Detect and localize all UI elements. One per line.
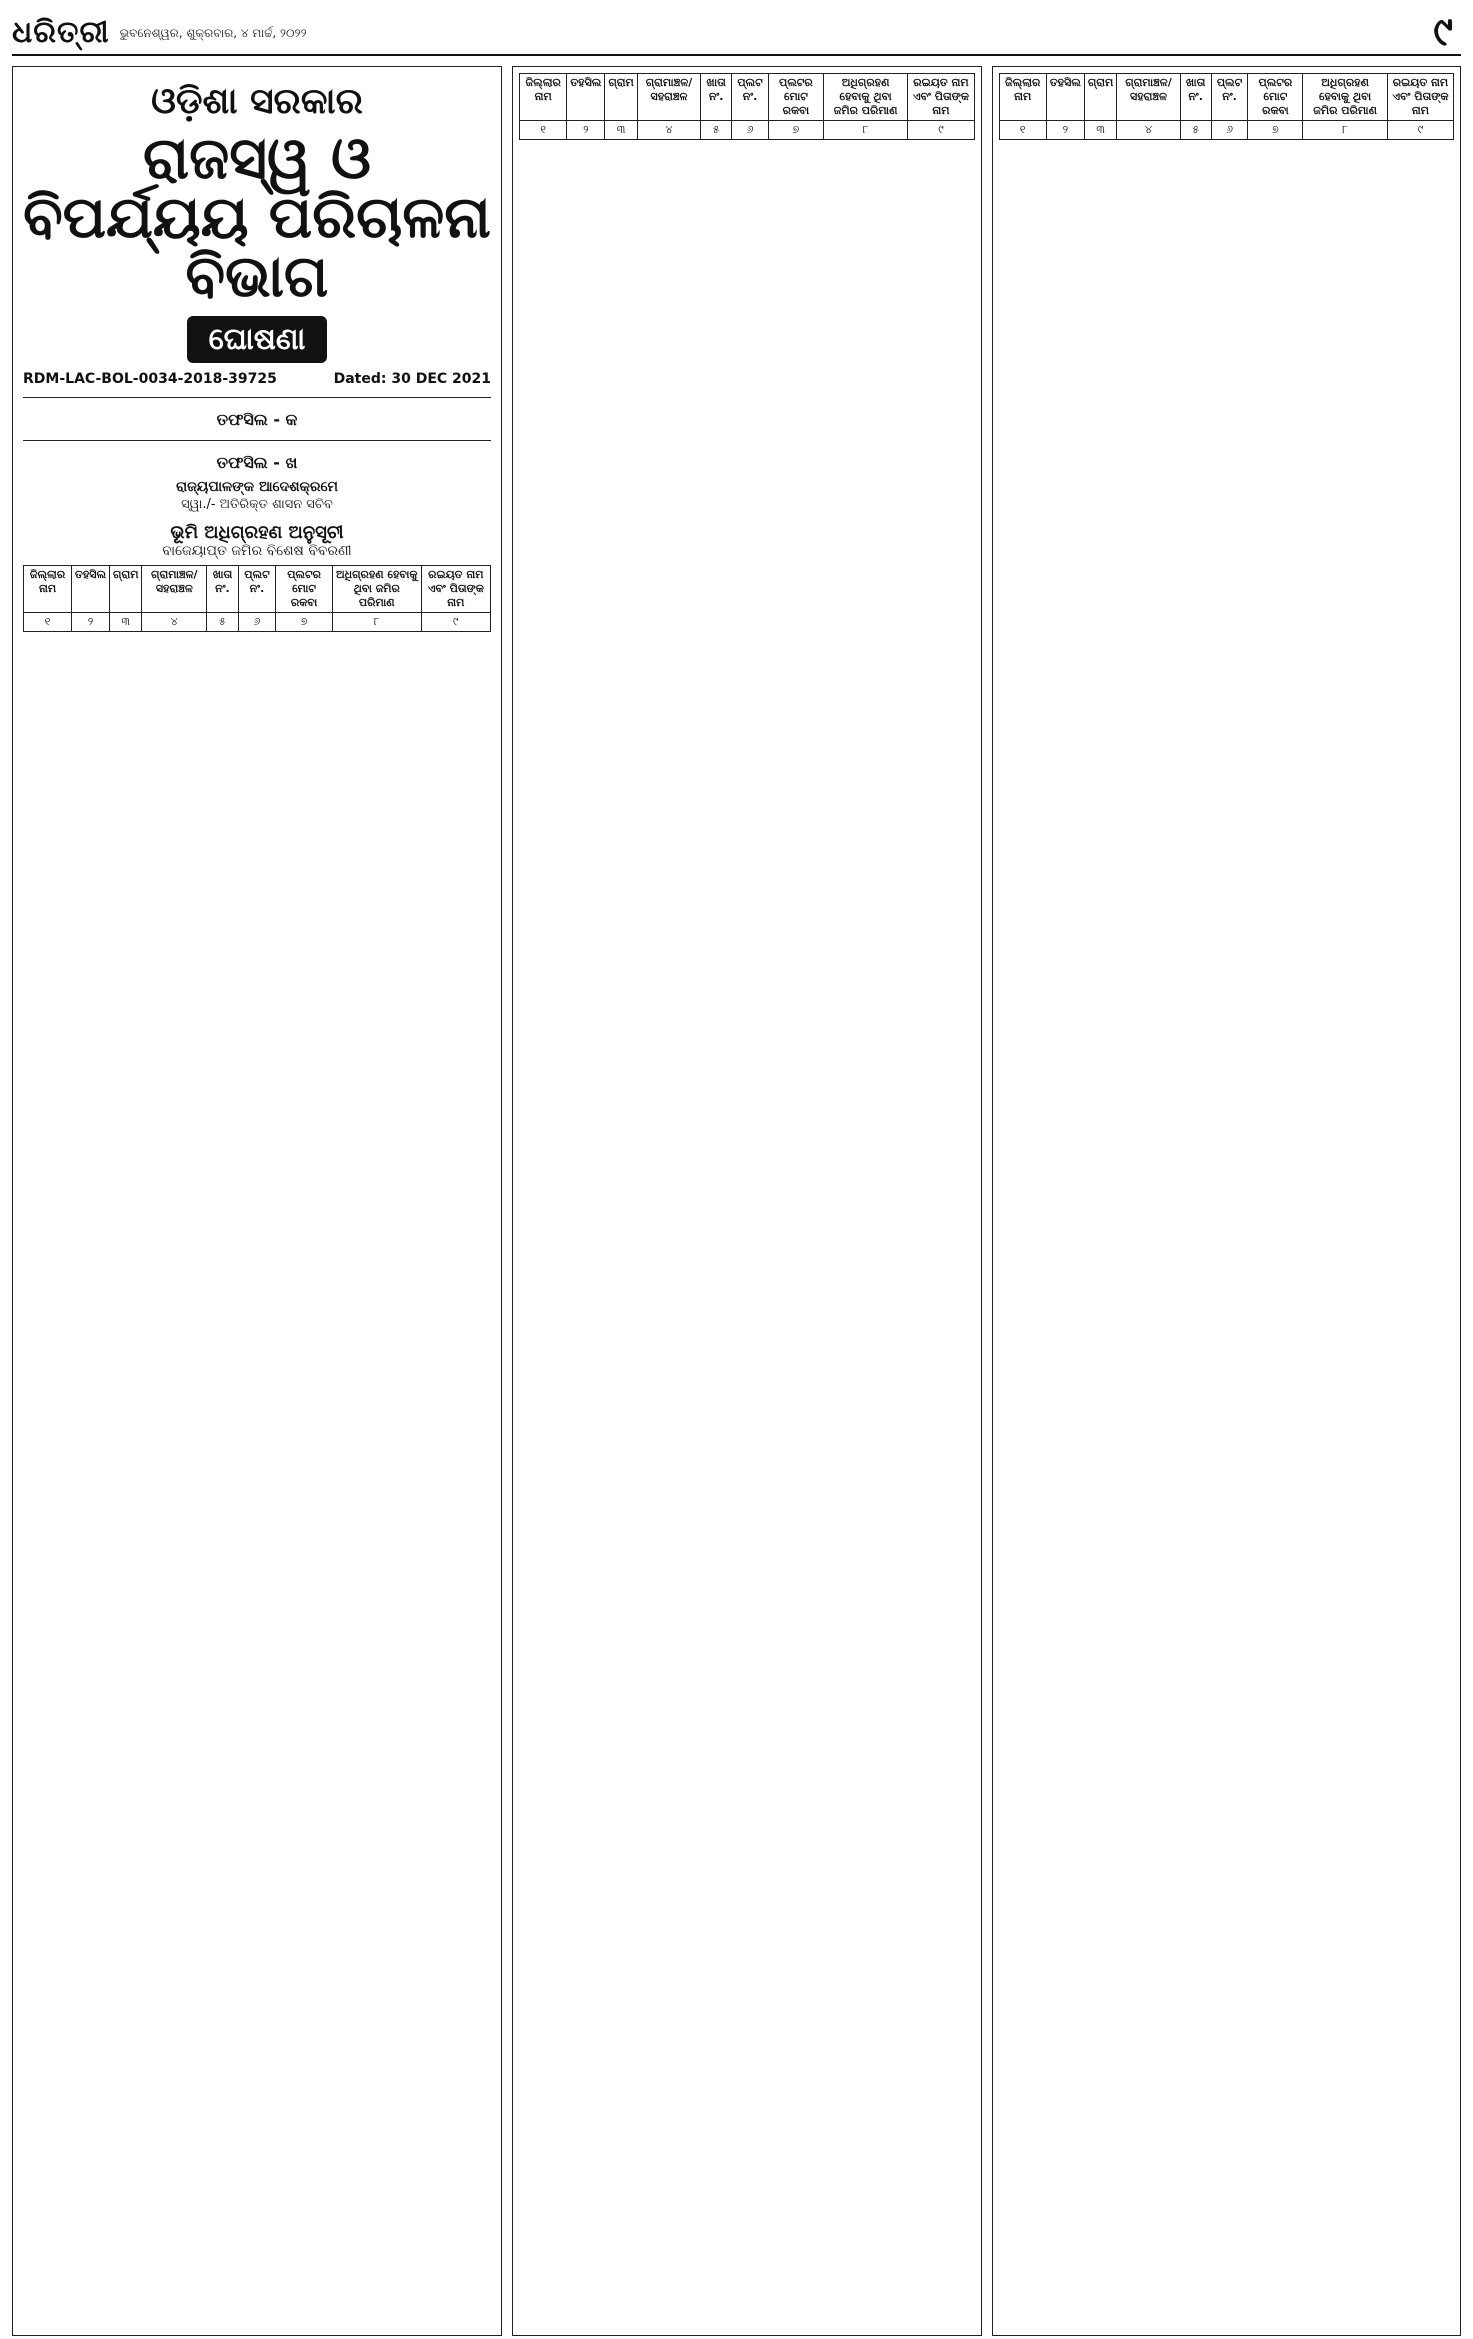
masthead (12, 15, 307, 50)
right-col-num-7: ୭ (1248, 121, 1303, 140)
land-acquisition-title: ଭୂମି ଅଧିଗ୍ରହଣ ଅନୁସୂଚୀ (170, 522, 344, 544)
mid-col-district: ଜିଲ୍ଲାର ନାମ (520, 74, 567, 121)
col-num-9: ୯ (421, 613, 490, 632)
col-area-type: ଗ୍ରାମାଞ୍ଚଳ/ ସହରାଞ୍ଚଳ (142, 566, 207, 613)
government-title: ଓଡ଼ିଶା ସରକାର (151, 81, 363, 122)
col-plot: ପ୍ଲଟ ନଂ. (238, 566, 275, 613)
mid-col-num-3: ୩ (605, 121, 637, 140)
reference-line (23, 371, 491, 387)
col-owner: ରଇୟତ ନାମ ଏବଂ ପିତାଙ୍କ ନାମ (421, 566, 490, 613)
col-acquired-area: ଅଧିଗ୍ରହଣ ହେବାକୁ ଥିବା ଜମିର ପରିମାଣ (332, 566, 421, 613)
col-num-8: ୮ (332, 613, 421, 632)
right-col-num-1: ୧ (999, 121, 1046, 140)
right-table (999, 73, 1455, 2273)
mid-col-area-type: ଗ୍ରାମାଞ୍ଚଳ/ ସହରାଞ୍ଚଳ (637, 74, 700, 121)
right-col-district: ଜିଲ୍ଲାର ନାମ (999, 74, 1046, 121)
col-num-6: ୬ (238, 613, 275, 632)
page-number: ୯ (1433, 9, 1453, 55)
col-num-1: ୧ (24, 613, 72, 632)
page-header (12, 10, 1461, 56)
content-grid (12, 66, 1461, 2336)
schedule-b (23, 440, 491, 473)
right-column (992, 66, 1462, 2336)
col-num-4: ୪ (142, 613, 207, 632)
right-col-khata: ଖାତା ନଂ. (1180, 74, 1211, 121)
mid-col-owner: ରଇୟତ ନାମ ଏବଂ ପିତାଙ୍କ ନାମ (908, 74, 974, 121)
mid-col-num-1: ୧ (520, 121, 567, 140)
signature-block-line-2: ସ୍ୱା./- ଅତିରିକ୍ତ ଶାସନ ସଚିବ (181, 497, 333, 513)
mid-col-plot-area: ପ୍ଲଟର ମୋଟ ରକବା (768, 74, 823, 121)
announcement-label: ଘୋଷଣା (187, 316, 328, 363)
mid-col-village: ଗ୍ରାମ (605, 74, 637, 121)
right-col-village: ଗ୍ରାମ (1084, 74, 1116, 121)
right-col-num-2: ୨ (1046, 121, 1084, 140)
schedule-a (23, 397, 491, 430)
right-col-num-5: ୫ (1180, 121, 1211, 140)
right-col-owner: ରଇୟତ ନାମ ଏବଂ ପିତାଙ୍କ ନାମ (1387, 74, 1453, 121)
mid-col-num-7: ୭ (768, 121, 823, 140)
col-tahasil: ତହସିଲ (72, 566, 110, 613)
mid-col-plot: ପ୍ଲଟ ନଂ. (732, 74, 769, 121)
issue-meta: ଭୁବନେଶ୍ୱର, ଶୁକ୍ରବାର, ୪ ମାର୍ଚ୍ଚ, ୨୦୨୨ (119, 25, 307, 40)
right-col-num-8: ୮ (1303, 121, 1388, 140)
land-acquisition-subtitle: ବାଜେୟାପ୍ତ ଜମିର ବିଶେଷ ବିବରଣୀ (162, 543, 352, 560)
department-title: ରାଜସ୍ୱ ଓ ବିପର୍ଯ୍ୟୟ ପରିଚାଳନା ବିଭାଗ (23, 124, 491, 311)
mid-col-khata: ଖାତା ନଂ. (701, 74, 732, 121)
middle-column (512, 66, 982, 2336)
right-col-plot-area: ପ୍ଲଟର ମୋଟ ରକବା (1248, 74, 1303, 121)
left-column (12, 66, 502, 2336)
col-num-5: ୫ (207, 613, 239, 632)
col-num-7: ୭ (276, 613, 333, 632)
col-village: ଗ୍ରାମ (110, 566, 142, 613)
col-plot-area: ପ୍ଲଟର ମୋଟ ରକବା (276, 566, 333, 613)
schedule-b-title: ତଫସିଲ - ଖ (216, 453, 298, 473)
right-col-acquired-area: ଅଧିଗ୍ରହଣ ହେବାକୁ ଥିବା ଜମିର ପରିମାଣ (1303, 74, 1388, 121)
mid-col-num-4: ୪ (637, 121, 700, 140)
reference-date: Dated: 30 DEC 2021 (333, 371, 491, 388)
right-col-num-9: ୯ (1387, 121, 1453, 140)
right-col-plot: ପ୍ଲଟ ନଂ. (1211, 74, 1248, 121)
land-acquisition-table (23, 565, 491, 2015)
mid-col-num-5: ୫ (701, 121, 732, 140)
right-col-num-3: ୩ (1084, 121, 1116, 140)
right-col-area-type: ଗ୍ରାମାଞ୍ଚଳ/ ସହରାଞ୍ଚଳ (1117, 74, 1180, 121)
right-col-tahasil: ତହସିଲ (1046, 74, 1084, 121)
newspaper-logo: ଧରିତ୍ରୀ (12, 14, 110, 50)
middle-table (519, 73, 975, 2273)
col-num-2: ୨ (72, 613, 110, 632)
mid-col-num-8: ୮ (823, 121, 908, 140)
mid-col-num-9: ୯ (908, 121, 974, 140)
col-num-3: ୩ (110, 613, 142, 632)
col-khata: ଖାତା ନଂ. (207, 566, 239, 613)
announcement-badge (23, 316, 491, 363)
right-col-num-4: ୪ (1117, 121, 1180, 140)
mid-col-num-2: ୨ (567, 121, 605, 140)
mid-col-acquired-area: ଅଧିଗ୍ରହଣ ହେବାକୁ ଥିବା ଜମିର ପରିମାଣ (823, 74, 908, 121)
col-district: ଜିଲ୍ଲାର ନାମ (24, 566, 72, 613)
reference-number: RDM-LAC-BOL-0034-2018-39725 (23, 371, 277, 388)
schedule-a-title: ତଫସିଲ - କ (216, 410, 298, 430)
mid-col-num-6: ୬ (732, 121, 769, 140)
right-col-num-6: ୬ (1211, 121, 1248, 140)
mid-col-tahasil: ତହସିଲ (567, 74, 605, 121)
signature-block-line-1: ରାଜ୍ୟପାଳଙ୍କ ଆଦେଶକ୍ରମେ (176, 479, 338, 496)
